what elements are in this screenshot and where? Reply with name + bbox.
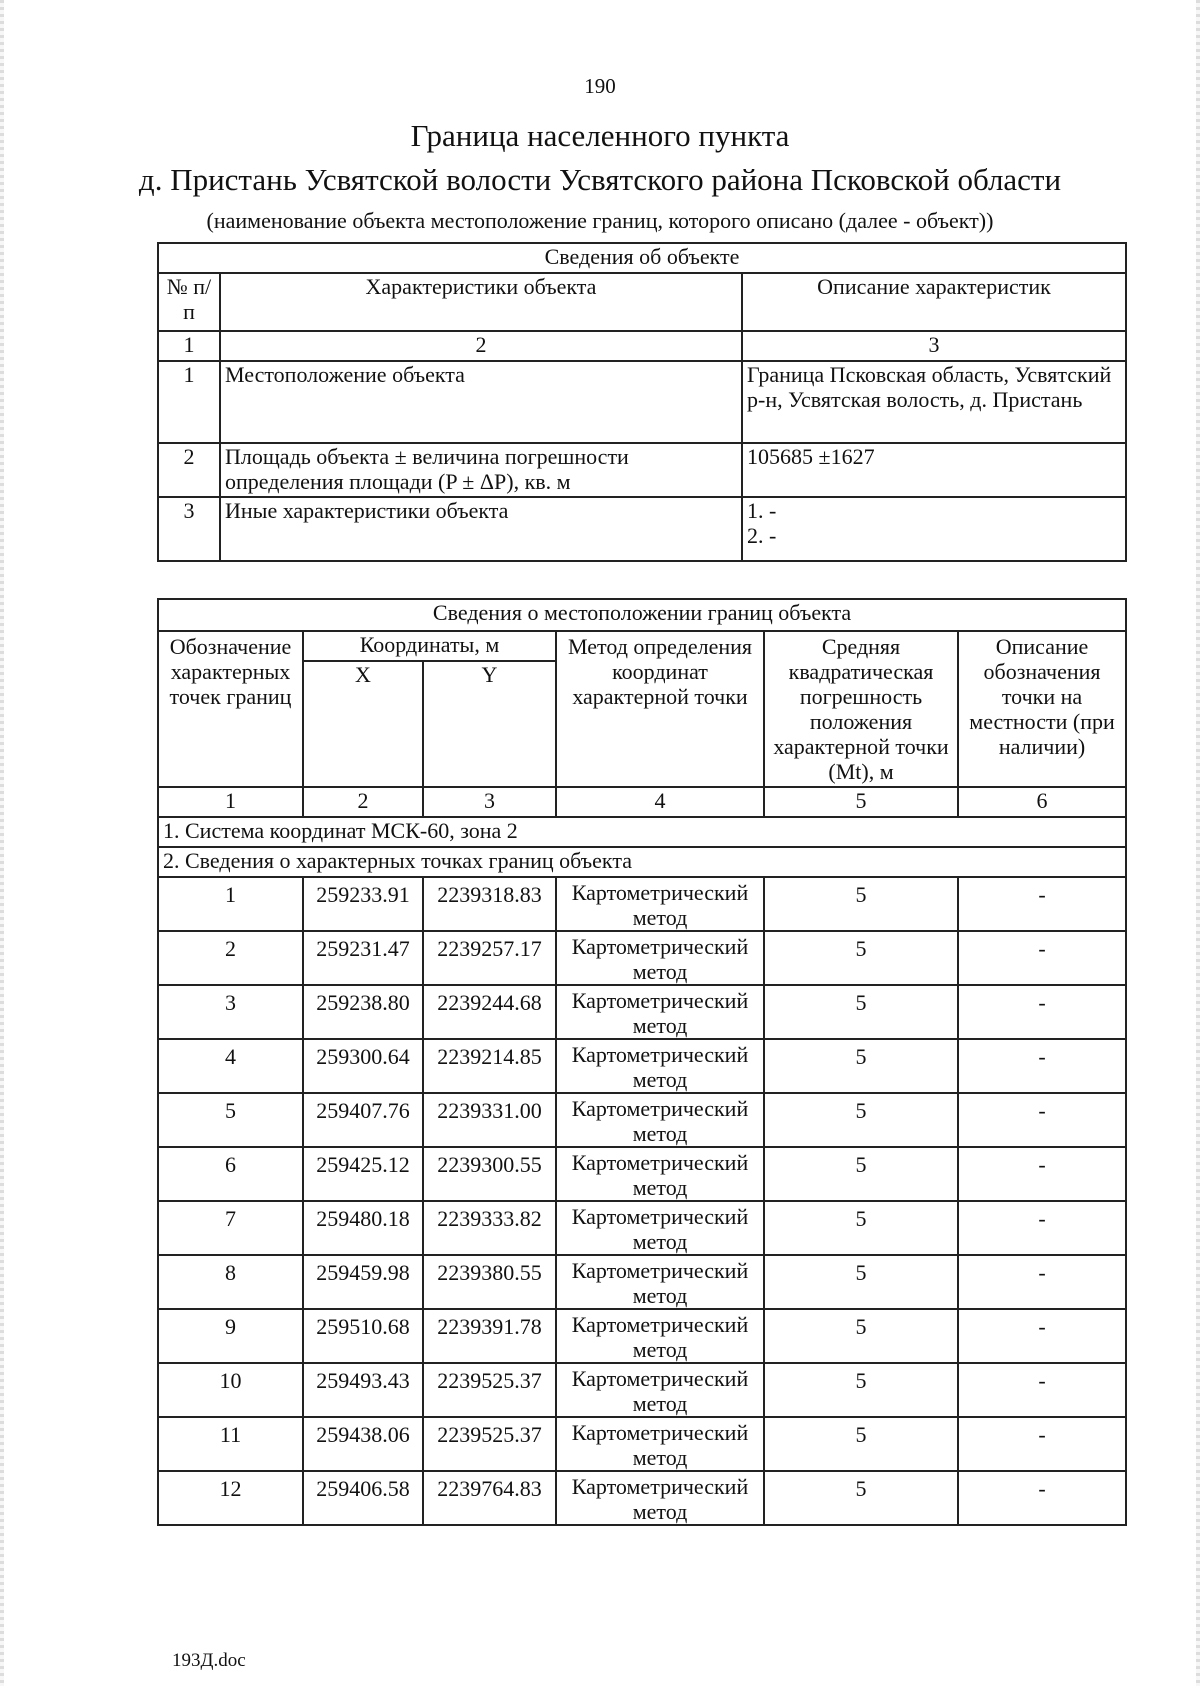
point-number: 2 (158, 931, 303, 985)
point-error: 5 (764, 1093, 958, 1147)
point-number: 6 (158, 1147, 303, 1201)
index-cell: 5 (764, 787, 958, 817)
boundary-table (157, 598, 1127, 1526)
table-row (158, 985, 1126, 1039)
table-row (158, 1201, 1126, 1255)
index-cell: 3 (742, 331, 1126, 361)
row-value: Граница Псковская область, Усвятский р-н, Усвятская волость, д. Пристань (742, 361, 1126, 443)
point-method: Картометрический метод (556, 1363, 764, 1417)
table-row (158, 1093, 1126, 1147)
point-x: 259233.91 (303, 877, 423, 931)
point-x: 259406.58 (303, 1471, 423, 1525)
point-method: Картометрический метод (556, 1039, 764, 1093)
object-info-caption: Сведения об объекте (158, 243, 1126, 273)
point-error: 5 (764, 1417, 958, 1471)
document-subtitle: д. Пристань Усвятской волости Усвятского района Псковской области (138, 162, 1062, 197)
header-y: Y (423, 661, 556, 787)
point-y: 2239525.37 (423, 1417, 556, 1471)
point-error: 5 (764, 1471, 958, 1525)
point-error: 5 (764, 1309, 958, 1363)
point-method: Картометрический метод (556, 985, 764, 1039)
index-cell: 1 (158, 331, 220, 361)
point-error: 5 (764, 1039, 958, 1093)
row-name: Площадь объекта ± величина погрешности определения площади (P ± ΔP), кв. м (220, 443, 742, 497)
point-description: - (958, 1363, 1126, 1417)
table-row (158, 1039, 1126, 1093)
table-row (158, 443, 1126, 497)
point-method: Картометрический метод (556, 931, 764, 985)
header-characteristics: Характеристики объекта (220, 273, 742, 331)
row-number: 3 (158, 497, 220, 561)
point-method: Картометрический метод (556, 877, 764, 931)
point-x: 259459.98 (303, 1255, 423, 1309)
point-description: - (958, 1039, 1126, 1093)
point-y: 2239331.00 (423, 1093, 556, 1147)
row-name: Иные характеристики объекта (220, 497, 742, 561)
header-description: Описание характеристик (742, 273, 1126, 331)
point-method: Картометрический метод (556, 1471, 764, 1525)
object-note: (наименование объекта местоположение границ, которого описано (далее - объект)) (206, 208, 994, 233)
index-cell: 3 (423, 787, 556, 817)
point-description: - (958, 1471, 1126, 1525)
header-error: Средняя квадратическая погрешность положения характерной точки (Mt), м (764, 631, 958, 787)
point-x: 259493.43 (303, 1363, 423, 1417)
object-info-table (157, 242, 1127, 562)
point-error: 5 (764, 877, 958, 931)
point-number: 12 (158, 1471, 303, 1525)
point-x: 259407.76 (303, 1093, 423, 1147)
point-description: - (958, 1309, 1126, 1363)
point-number: 3 (158, 985, 303, 1039)
point-x: 259300.64 (303, 1039, 423, 1093)
point-error: 5 (764, 985, 958, 1039)
table-row (158, 877, 1126, 931)
row-number: 2 (158, 443, 220, 497)
coordinate-system-row: 1. Система координат МСК-60, зона 2 (158, 817, 1126, 847)
point-x: 259480.18 (303, 1201, 423, 1255)
table-row (158, 361, 1126, 443)
point-number: 8 (158, 1255, 303, 1309)
point-number: 5 (158, 1093, 303, 1147)
index-cell: 1 (158, 787, 303, 817)
scan-edge-left (0, 0, 4, 1686)
points-section-row: 2. Сведения о характерных точках границ объекта (158, 847, 1126, 877)
point-description: - (958, 931, 1126, 985)
point-y: 2239257.17 (423, 931, 556, 985)
header-point: Обозначение характерных точек границ (158, 631, 303, 787)
point-description: - (958, 985, 1126, 1039)
point-x: 259425.12 (303, 1147, 423, 1201)
point-x: 259510.68 (303, 1309, 423, 1363)
row-value: 1. - 2. - (742, 497, 1126, 561)
point-error: 5 (764, 1363, 958, 1417)
row-name: Местоположение объекта (220, 361, 742, 443)
point-description: - (958, 1147, 1126, 1201)
table-row (158, 931, 1126, 985)
points-body (158, 877, 1126, 1525)
header-description: Описание обозначения точки на местности (при наличии) (958, 631, 1126, 787)
point-description: - (958, 1417, 1126, 1471)
point-description: - (958, 1093, 1126, 1147)
point-number: 1 (158, 877, 303, 931)
point-error: 5 (764, 1147, 958, 1201)
point-error: 5 (764, 1201, 958, 1255)
point-description: - (958, 1201, 1126, 1255)
page-number: 190 (584, 74, 616, 98)
point-y: 2239525.37 (423, 1363, 556, 1417)
point-y: 2239380.55 (423, 1255, 556, 1309)
point-method: Картометрический метод (556, 1147, 764, 1201)
point-number: 9 (158, 1309, 303, 1363)
header-x: X (303, 661, 423, 787)
point-method: Картометрический метод (556, 1201, 764, 1255)
point-y: 2239391.78 (423, 1309, 556, 1363)
point-y: 2239318.83 (423, 877, 556, 931)
table-row (158, 497, 1126, 561)
index-cell: 2 (220, 331, 742, 361)
point-number: 7 (158, 1201, 303, 1255)
point-y: 2239214.85 (423, 1039, 556, 1093)
point-number: 4 (158, 1039, 303, 1093)
header-coords: Координаты, м (303, 631, 556, 661)
table-row (158, 1417, 1126, 1471)
index-cell: 4 (556, 787, 764, 817)
table-row (158, 1471, 1126, 1525)
point-error: 5 (764, 931, 958, 985)
point-error: 5 (764, 1255, 958, 1309)
table-row (158, 1363, 1126, 1417)
point-method: Картометрический метод (556, 1309, 764, 1363)
point-y: 2239333.82 (423, 1201, 556, 1255)
point-x: 259238.80 (303, 985, 423, 1039)
table-row (158, 1255, 1126, 1309)
point-method: Картометрический метод (556, 1093, 764, 1147)
index-cell: 2 (303, 787, 423, 817)
point-y: 2239244.68 (423, 985, 556, 1039)
header-method: Метод определения координат характерной точки (556, 631, 764, 787)
header-number: № п/п (158, 273, 220, 331)
boundary-caption: Сведения о местоположении границ объекта (158, 599, 1126, 631)
row-number: 1 (158, 361, 220, 443)
row-value: 105685 ±1627 (742, 443, 1126, 497)
point-method: Картометрический метод (556, 1255, 764, 1309)
file-name: 193Д.doc (172, 1650, 246, 1671)
point-number: 10 (158, 1363, 303, 1417)
point-description: - (958, 1255, 1126, 1309)
point-x: 259231.47 (303, 931, 423, 985)
point-y: 2239300.55 (423, 1147, 556, 1201)
point-number: 11 (158, 1417, 303, 1471)
point-description: - (958, 877, 1126, 931)
point-x: 259438.06 (303, 1417, 423, 1471)
table-row (158, 1309, 1126, 1363)
index-cell: 6 (958, 787, 1126, 817)
scan-edge-right (1196, 0, 1200, 1686)
table-row (158, 1147, 1126, 1201)
point-method: Картометрический метод (556, 1417, 764, 1471)
document-title: Граница населенного пункта (410, 118, 790, 153)
point-y: 2239764.83 (423, 1471, 556, 1525)
